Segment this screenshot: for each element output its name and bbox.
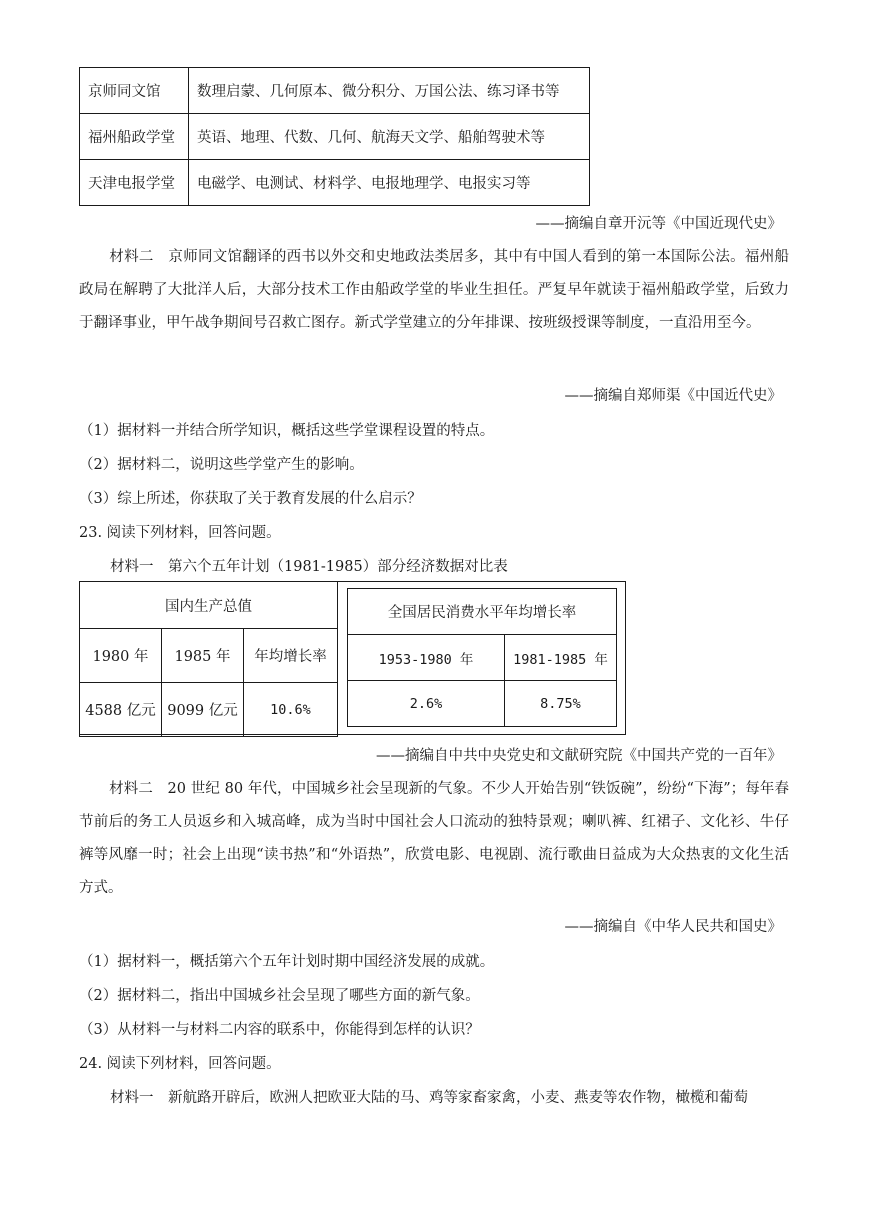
value-cell: 4588 亿元 — [80, 683, 162, 737]
column-header: 1953-1980 年 — [348, 635, 505, 681]
gdp-table — [79, 581, 338, 737]
column-header: 1981-1985 年 — [505, 635, 617, 681]
courses-cell: 英语、地理、代数、几何、航海天文学、船舶驾驶术等 — [189, 114, 590, 160]
column-header: 1985 年 — [162, 629, 244, 683]
school-cell: 京师同文馆 — [80, 68, 189, 114]
material-paragraph — [79, 773, 789, 905]
value-cell: 9099 亿元 — [162, 683, 244, 737]
consumption-table — [347, 588, 617, 727]
table-row — [348, 589, 617, 635]
source-citation: ——摘编自章开沅等《中国近现代史》 — [535, 216, 782, 232]
question-heading: 24. 阅读下列材料，回答问题。 — [79, 1056, 281, 1072]
table-row — [348, 681, 617, 727]
question-item: （3）从材料一与材料二内容的联系中，你能得到怎样的认识？ — [79, 1022, 480, 1038]
q22-material2-text: 材料二 京师同文馆翻译的西书以外交和史地政法类居多，其中有中国人看到的第一本国际公法。福州船政局在解聘了大批洋人后，大部分技术工作由船政学堂的毕业生担任。严复早年就读于福州船政学堂，后致力于翻译事业，甲午战争期间号召救亡图存。新式学堂建立的分年排课、按班级授课等制度，一直沿用至今。 — [79, 249, 789, 331]
school-courses-table — [79, 67, 590, 206]
table-row — [80, 683, 338, 737]
q23-material2-text: 材料二 20 世纪 80 年代，中国城乡社会呈现新的气象。不少人开始告别“铁饭碗”，纷纷“下海”；每年春节前后的务工人员返乡和入城高峰，成为当时中国社会人口流动的独特景观；喇叭裤、红裙子、文化衫、牛仔裤等风靡一时；社会上出现“读书热”和“外语热”，欣赏电影、电视剧、流行歌曲日益成为大众热衷的文化生活方式。 — [79, 781, 789, 896]
source-citation: ——摘编自郑师渠《中国近代史》 — [564, 388, 782, 404]
table-row — [80, 160, 590, 206]
table-row — [80, 68, 590, 114]
courses-cell: 数理启蒙、几何原本、微分积分、万国公法、练习译书等 — [189, 68, 590, 114]
school-cell: 天津电报学堂 — [80, 160, 189, 206]
material-paragraph: 材料一 新航路开辟后，欧洲人把欧亚大陆的马、鸡等家畜家禽，小麦、燕麦等农作物，橄榄和葡萄 — [110, 1090, 748, 1106]
column-header: 1980 年 — [80, 629, 162, 683]
question-item: （3）综上所述，你获取了关于教育发展的什么启示？ — [79, 491, 422, 507]
table-row — [80, 114, 590, 160]
column-header: 年均增长率 — [244, 629, 338, 683]
consumption-header: 全国居民消费水平年均增长率 — [348, 589, 617, 635]
material-title: 材料一 第六个五年计划（1981-1985）部分经济数据对比表 — [110, 559, 508, 575]
value-cell: 8.75% — [505, 681, 617, 727]
question-item: （1）据材料一并结合所学知识，概括这些学堂课程设置的特点。 — [79, 423, 495, 439]
table-row — [348, 635, 617, 681]
source-citation: ——摘编自《中华人民共和国史》 — [564, 919, 782, 935]
courses-cell: 电磁学、电测试、材料学、电报地理学、电报实习等 — [189, 160, 590, 206]
material-paragraph — [79, 241, 789, 340]
table-row — [80, 629, 338, 683]
gdp-header: 国内生产总值 — [80, 582, 338, 629]
school-cell: 福州船政学堂 — [80, 114, 189, 160]
question-heading: 23. 阅读下列材料，回答问题。 — [79, 525, 281, 541]
question-item: （1）据材料一，概括第六个五年计划时期中国经济发展的成就。 — [79, 954, 495, 970]
question-item: （2）据材料二，指出中国城乡社会呈现了哪些方面的新气象。 — [79, 988, 480, 1004]
table-row — [80, 582, 338, 629]
value-cell: 2.6% — [348, 681, 505, 727]
value-cell: 10.6% — [244, 683, 338, 737]
question-item: （2）据材料二，说明这些学堂产生的影响。 — [79, 457, 364, 473]
source-citation: ——摘编自中共中央党史和文献研究院《中国共产党的一百年》 — [376, 748, 782, 764]
